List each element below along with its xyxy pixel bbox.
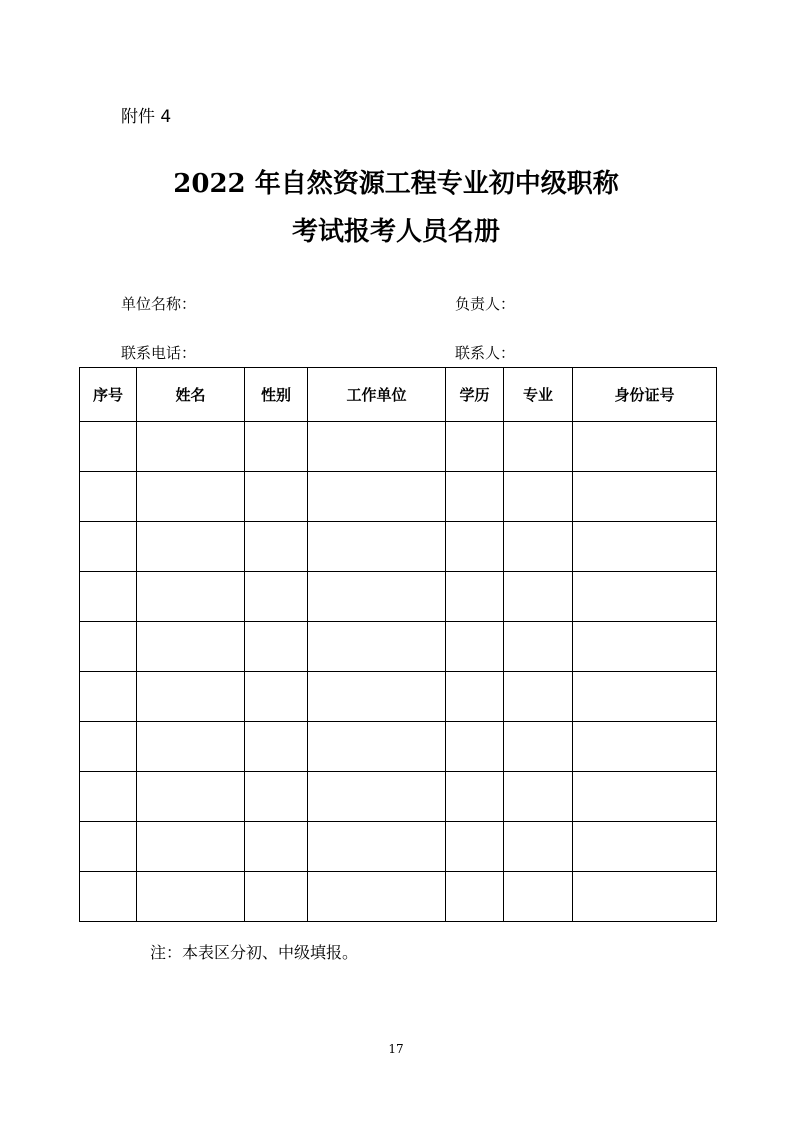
table-cell[interactable]: [504, 672, 573, 722]
table-cell[interactable]: [573, 872, 717, 922]
table-cell[interactable]: [573, 822, 717, 872]
table-cell[interactable]: [80, 772, 137, 822]
table-cell[interactable]: [137, 422, 245, 472]
table-cell[interactable]: [80, 822, 137, 872]
table-cell[interactable]: [245, 872, 308, 922]
table-row: [80, 622, 717, 672]
table-cell[interactable]: [308, 422, 446, 472]
table-cell[interactable]: [573, 622, 717, 672]
table-cell[interactable]: [245, 672, 308, 722]
table-row: [80, 672, 717, 722]
table-cell[interactable]: [446, 622, 504, 672]
table-cell[interactable]: [573, 672, 717, 722]
table-cell[interactable]: [504, 622, 573, 672]
table-cell[interactable]: [504, 572, 573, 622]
table-cell[interactable]: [245, 472, 308, 522]
table-cell[interactable]: [245, 772, 308, 822]
table-cell[interactable]: [80, 622, 137, 672]
table-cell[interactable]: [245, 822, 308, 872]
table-cell[interactable]: [308, 772, 446, 822]
table-cell[interactable]: [308, 872, 446, 922]
table-cell[interactable]: [504, 872, 573, 922]
table-cell[interactable]: [80, 722, 137, 772]
table-row: [80, 472, 717, 522]
table-cell[interactable]: [504, 822, 573, 872]
header-education: 学历: [446, 368, 504, 422]
header-work-unit: 工作单位: [308, 368, 446, 422]
table-cell[interactable]: [446, 822, 504, 872]
table-cell[interactable]: [504, 422, 573, 472]
table-cell[interactable]: [504, 772, 573, 822]
table-row: [80, 522, 717, 572]
table-cell[interactable]: [308, 572, 446, 622]
table-row: [80, 722, 717, 772]
table-cell[interactable]: [137, 722, 245, 772]
attachment-label: 附件 4: [121, 107, 172, 127]
table-cell[interactable]: [245, 722, 308, 772]
table-cell[interactable]: [137, 672, 245, 722]
table-cell[interactable]: [137, 472, 245, 522]
table-note: 注：本表区分初、中级填报。: [150, 943, 359, 962]
table-row: [80, 822, 717, 872]
table-row: [80, 872, 717, 922]
contact-phone-label: 联系电话：: [121, 344, 197, 362]
contact-person-label: 联系人：: [455, 344, 516, 362]
table-row: [80, 772, 717, 822]
document-title-line-1: 2022 年自然资源工程专业初中级职称: [173, 169, 619, 199]
table-cell[interactable]: [446, 572, 504, 622]
document-title-line-2: 考试报考人员名册: [291, 217, 500, 247]
table-cell[interactable]: [80, 872, 137, 922]
table-cell[interactable]: [80, 472, 137, 522]
page-number: 17: [388, 1042, 404, 1056]
table-cell[interactable]: [573, 722, 717, 772]
table-row: [80, 422, 717, 472]
table-cell[interactable]: [308, 722, 446, 772]
table-cell[interactable]: [446, 422, 504, 472]
person-in-charge-label: 负责人：: [455, 295, 516, 313]
table-cell[interactable]: [137, 872, 245, 922]
table-cell[interactable]: [504, 722, 573, 772]
table-cell[interactable]: [446, 472, 504, 522]
table-cell[interactable]: [80, 572, 137, 622]
table-cell[interactable]: [573, 772, 717, 822]
header-id-number: 身份证号: [573, 368, 717, 422]
unit-name-label: 单位名称：: [121, 295, 197, 313]
table-cell[interactable]: [137, 822, 245, 872]
table-cell[interactable]: [573, 422, 717, 472]
table-cell[interactable]: [504, 472, 573, 522]
table-cell[interactable]: [308, 822, 446, 872]
table-cell[interactable]: [245, 522, 308, 572]
table-cell[interactable]: [446, 522, 504, 572]
table-cell[interactable]: [446, 872, 504, 922]
table-cell[interactable]: [573, 472, 717, 522]
table-cell[interactable]: [446, 672, 504, 722]
header-name: 姓名: [137, 368, 245, 422]
table-cell[interactable]: [137, 772, 245, 822]
table-cell[interactable]: [245, 422, 308, 472]
table-cell[interactable]: [137, 622, 245, 672]
header-gender: 性别: [245, 368, 308, 422]
table-cell[interactable]: [80, 522, 137, 572]
table-cell[interactable]: [308, 472, 446, 522]
table-cell[interactable]: [245, 622, 308, 672]
header-major: 专业: [504, 368, 573, 422]
table-cell[interactable]: [308, 622, 446, 672]
table-cell[interactable]: [446, 772, 504, 822]
table-cell[interactable]: [80, 672, 137, 722]
table-cell[interactable]: [137, 572, 245, 622]
table-cell[interactable]: [573, 572, 717, 622]
table-row: [80, 572, 717, 622]
registration-table: [79, 367, 717, 922]
table-cell[interactable]: [308, 522, 446, 572]
table-cell[interactable]: [80, 422, 137, 472]
table-header-row: [80, 368, 717, 422]
table-cell[interactable]: [446, 722, 504, 772]
table-cell[interactable]: [137, 522, 245, 572]
table-cell[interactable]: [504, 522, 573, 572]
table-cell[interactable]: [308, 672, 446, 722]
table-cell[interactable]: [573, 522, 717, 572]
table-cell[interactable]: [245, 572, 308, 622]
header-serial-number: 序号: [80, 368, 137, 422]
